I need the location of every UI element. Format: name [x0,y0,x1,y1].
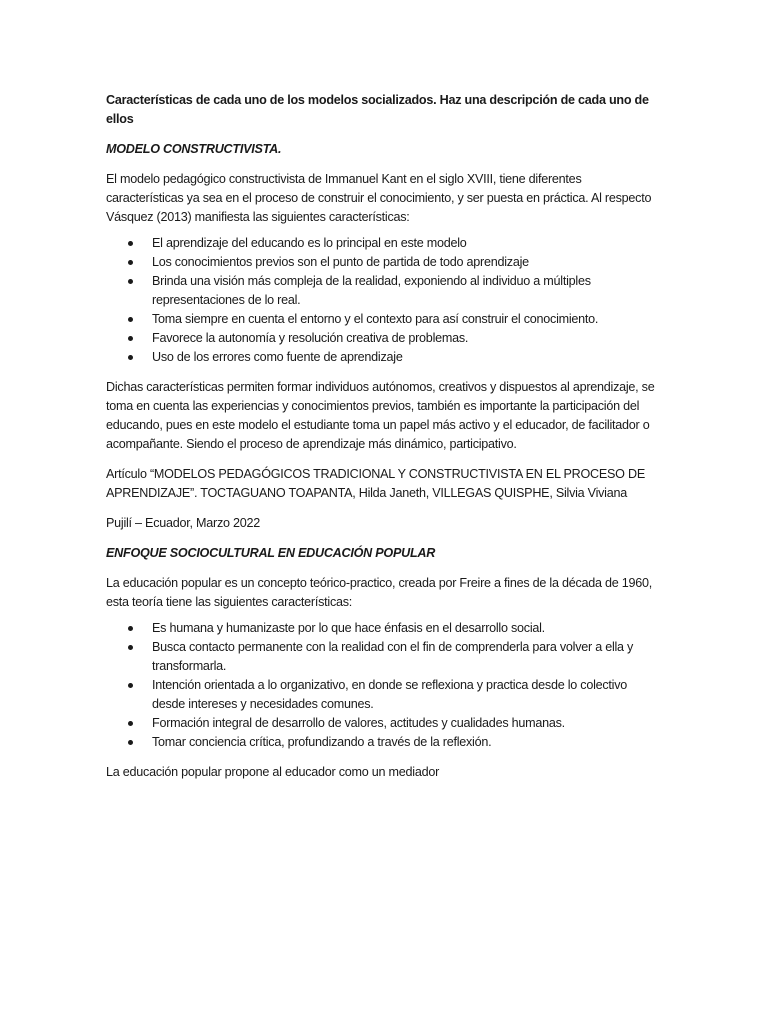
list-item-text: Brinda una visión más compleja de la realidad, exponiendo al individuo a múltiples representaciones de lo real. [152,274,591,307]
bullet-icon [128,279,133,284]
list-item [106,619,662,638]
list-item-text: Es humana y humanizaste por lo que hace énfasis en el desarrollo social. [152,621,545,635]
section1-reference: Artículo “MODELOS PEDAGÓGICOS TRADICIONAL Y CONSTRUCTIVISTA EN EL PROCESO DE APRENDIZAJE”. TOCTAGUANO TOAPANTA, Hilda Janeth, VILLEGAS QUISPHE, Silvia Viviana [106,467,645,500]
section1-paragraph: El modelo pedagógico constructivista de Immanuel Kant en el siglo XVIII, tiene diferentes características ya sea en el proceso de construir el conocimiento, y ser puesta en práctica. Al respecto Vásquez (2013) manifiesta las siguientes características: [106,172,652,224]
section2-bullet-list [106,619,662,752]
bullet-icon [128,241,133,246]
section2-closing: La educación popular propone al educador como un mediador [106,765,440,779]
list-item-text: El aprendizaje del educando es lo principal en este modelo [152,236,467,250]
section1-bullet-list [106,234,662,367]
list-item-text: Toma siempre en cuenta el entorno y el contexto para así construir el conocimiento. [152,312,599,326]
list-item [106,733,662,752]
list-item [106,676,662,714]
section1-summary: Dichas características permiten formar individuos autónomos, creativos y dispuestos al aprendizaje, se toma en cuenta las experiencias y conocimientos previos, también es importante la participación del educando, pues en este modelo el estudiante toma un papel más activo y el educador, de facilitador o acompañante. Siendo el proceso de aprendizaje más dinámico, participativo. [106,380,655,451]
list-item-text: Uso de los errores como fuente de aprendizaje [152,350,403,364]
document-page [106,91,662,793]
list-item [106,272,662,310]
list-item [106,348,662,367]
bullet-icon [128,740,133,745]
bullet-icon [128,355,133,360]
list-item-text: Formación integral de desarrollo de valores, actitudes y cualidades humanas. [152,716,565,730]
bullet-icon [128,683,133,688]
bullet-icon [128,721,133,726]
section1-place-date: Pujilí – Ecuador, Marzo 2022 [106,516,261,530]
bullet-icon [128,260,133,265]
list-item [106,638,662,676]
list-item [106,714,662,733]
section-title-constructivista: MODELO CONSTRUCTIVISTA. [106,142,282,156]
bullet-icon [128,336,133,341]
list-item [106,234,662,253]
list-item-text: Busca contacto permanente con la realidad con el fin de comprenderla para volver a ella y transformarla. [152,640,634,673]
list-item [106,329,662,348]
list-item-text: Favorece la autonomía y resolución creativa de problemas. [152,331,469,345]
section-title-sociocultural: ENFOQUE SOCIOCULTURAL EN EDUCACIÓN POPULAR [106,546,436,560]
bullet-icon [128,317,133,322]
list-item [106,253,662,272]
intro-heading: Características de cada uno de los modelos socializados. Haz una descripción de cada uno de ellos [106,93,649,126]
bullet-icon [128,645,133,650]
list-item-text: Tomar conciencia crítica, profundizando a través de la reflexión. [152,735,492,749]
list-item-text: Intención orientada a lo organizativo, en donde se reflexiona y practica desde lo colectivo desde intereses y necesidades comunes. [152,678,628,711]
list-item-text: Los conocimientos previos son el punto de partida de todo aprendizaje [152,255,529,269]
bullet-icon [128,626,133,631]
list-item [106,310,662,329]
section2-paragraph: La educación popular es un concepto teórico-practico, creada por Freire a fines de la década de 1960, esta teoría tiene las siguientes características: [106,576,653,609]
